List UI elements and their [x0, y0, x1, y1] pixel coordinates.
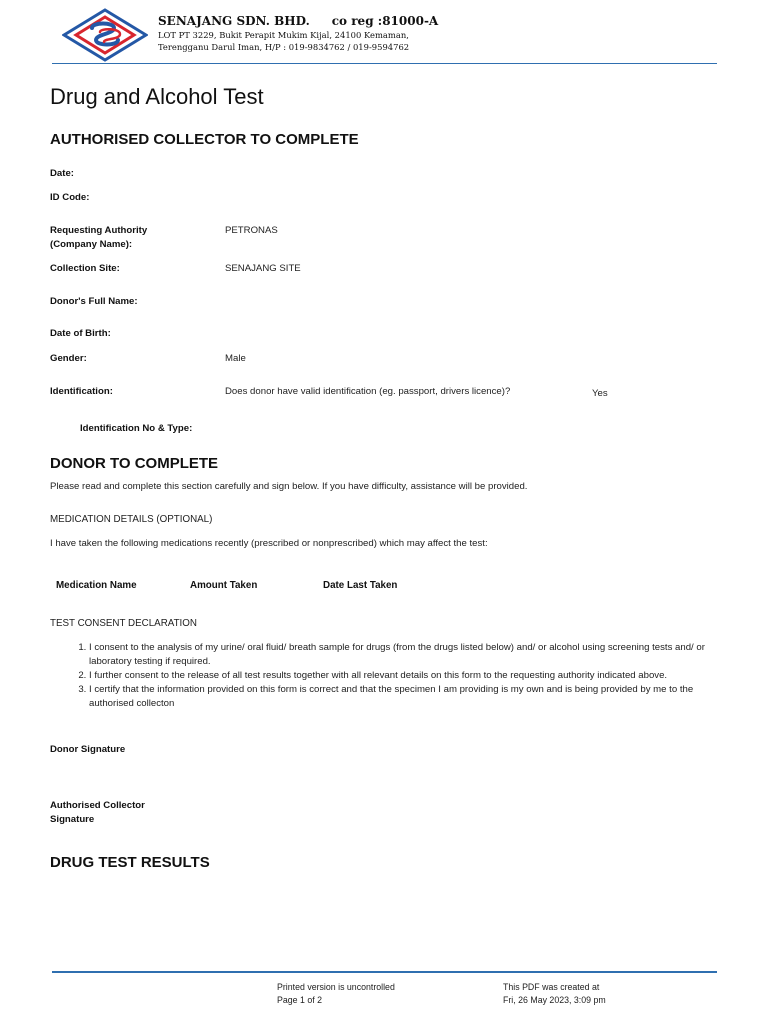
- footer-divider: [52, 971, 717, 973]
- requesting-authority-label-line2: (Company Name):: [50, 239, 133, 250]
- document-title: Drug and Alcohol Test: [50, 84, 264, 109]
- consent-list-container: [50, 641, 720, 711]
- donor-intro: Please read and complete this section carefully and sign below. If you have difficulty, assistance will be provided.: [50, 481, 528, 492]
- requesting-authority-label-line1: Requesting Authority: [50, 225, 148, 236]
- gender-label: Gender:: [50, 353, 87, 364]
- consent-item: 1. I consent to the analysis of my urine/ oral fluid/ breath sample for drugs (from the drugs listed below) and/ or alcohol using screening tests and/ or laboratory testing if required.: [89, 641, 720, 669]
- footer-page-number: Page 1 of 2: [277, 994, 322, 1005]
- collector-signature-label: [50, 799, 145, 827]
- company-reg: co reg :81000-A: [331, 14, 439, 28]
- company-name: SENAJANG SDN. BHD.: [158, 14, 310, 28]
- header-divider: [52, 63, 717, 64]
- footer-left: [277, 981, 395, 1006]
- medication-intro: I have taken the following medications recently (prescribed or nonprescribed) which may affect the test:: [50, 538, 488, 549]
- collection-site-value: SENAJANG SITE: [225, 263, 301, 274]
- footer-created-at: Fri, 26 May 2023, 3:09 pm: [503, 994, 606, 1005]
- results-section-heading: DRUG TEST RESULTS: [50, 854, 210, 871]
- footer-created-label: This PDF was created at: [503, 982, 600, 992]
- consent-item: 3. I certify that the information provided on this form is correct and that the specimen I am providing is my own and is being provided by me to the authorised collecton: [89, 683, 720, 711]
- dob-label: Date of Birth:: [50, 328, 111, 339]
- donor-section-heading: DONOR TO COMPLETE: [50, 455, 219, 472]
- id-code-label: ID Code:: [50, 192, 90, 203]
- donor-signature-label: Donor Signature: [50, 744, 126, 755]
- donor-name-label: Donor's Full Name:: [50, 296, 138, 307]
- identification-no-label: Identification No & Type:: [80, 423, 193, 434]
- requesting-authority-label: [50, 224, 147, 252]
- identification-label: Identification:: [50, 386, 113, 397]
- company-name-line: [158, 14, 438, 28]
- footer-right: [503, 981, 606, 1006]
- consent-list: [89, 641, 720, 711]
- collector-signature-label-line2: Signature: [50, 814, 95, 825]
- consent-heading: TEST CONSENT DECLARATION: [50, 618, 197, 629]
- identification-answer: Yes: [592, 388, 608, 399]
- letterhead: [0, 0, 768, 66]
- gender-value: Male: [225, 353, 246, 364]
- medication-col-date: Date Last Taken: [323, 580, 398, 591]
- requesting-authority-value: PETRONAS: [225, 225, 278, 236]
- collection-site-label: Collection Site:: [50, 263, 120, 274]
- medication-heading: MEDICATION DETAILS (OPTIONAL): [50, 514, 213, 525]
- company-logo-icon: [62, 8, 148, 62]
- collector-section-heading: AUTHORISED COLLECTOR TO COMPLETE: [50, 131, 359, 148]
- collector-signature-label-line1: Authorised Collector: [50, 800, 145, 811]
- consent-item: 2. I further consent to the release of all test results together with all relevant details on this form to the requesting authority indicated above.: [89, 669, 720, 683]
- footer-uncontrolled: Printed version is uncontrolled: [277, 982, 395, 992]
- company-address-1: LOT PT 3229, Bukit Perapit Mukim Kijal, 24100 Kemaman,: [158, 30, 409, 40]
- identification-question: Does donor have valid identification (eg. passport, drivers licence)?: [225, 386, 511, 397]
- medication-col-amount: Amount Taken: [190, 580, 258, 591]
- medication-col-name: Medication Name: [56, 580, 137, 591]
- date-label: Date:: [50, 168, 74, 179]
- company-address-2: Terengganu Darul Iman, H/P : 019-9834762 / 019-9594762: [158, 42, 410, 52]
